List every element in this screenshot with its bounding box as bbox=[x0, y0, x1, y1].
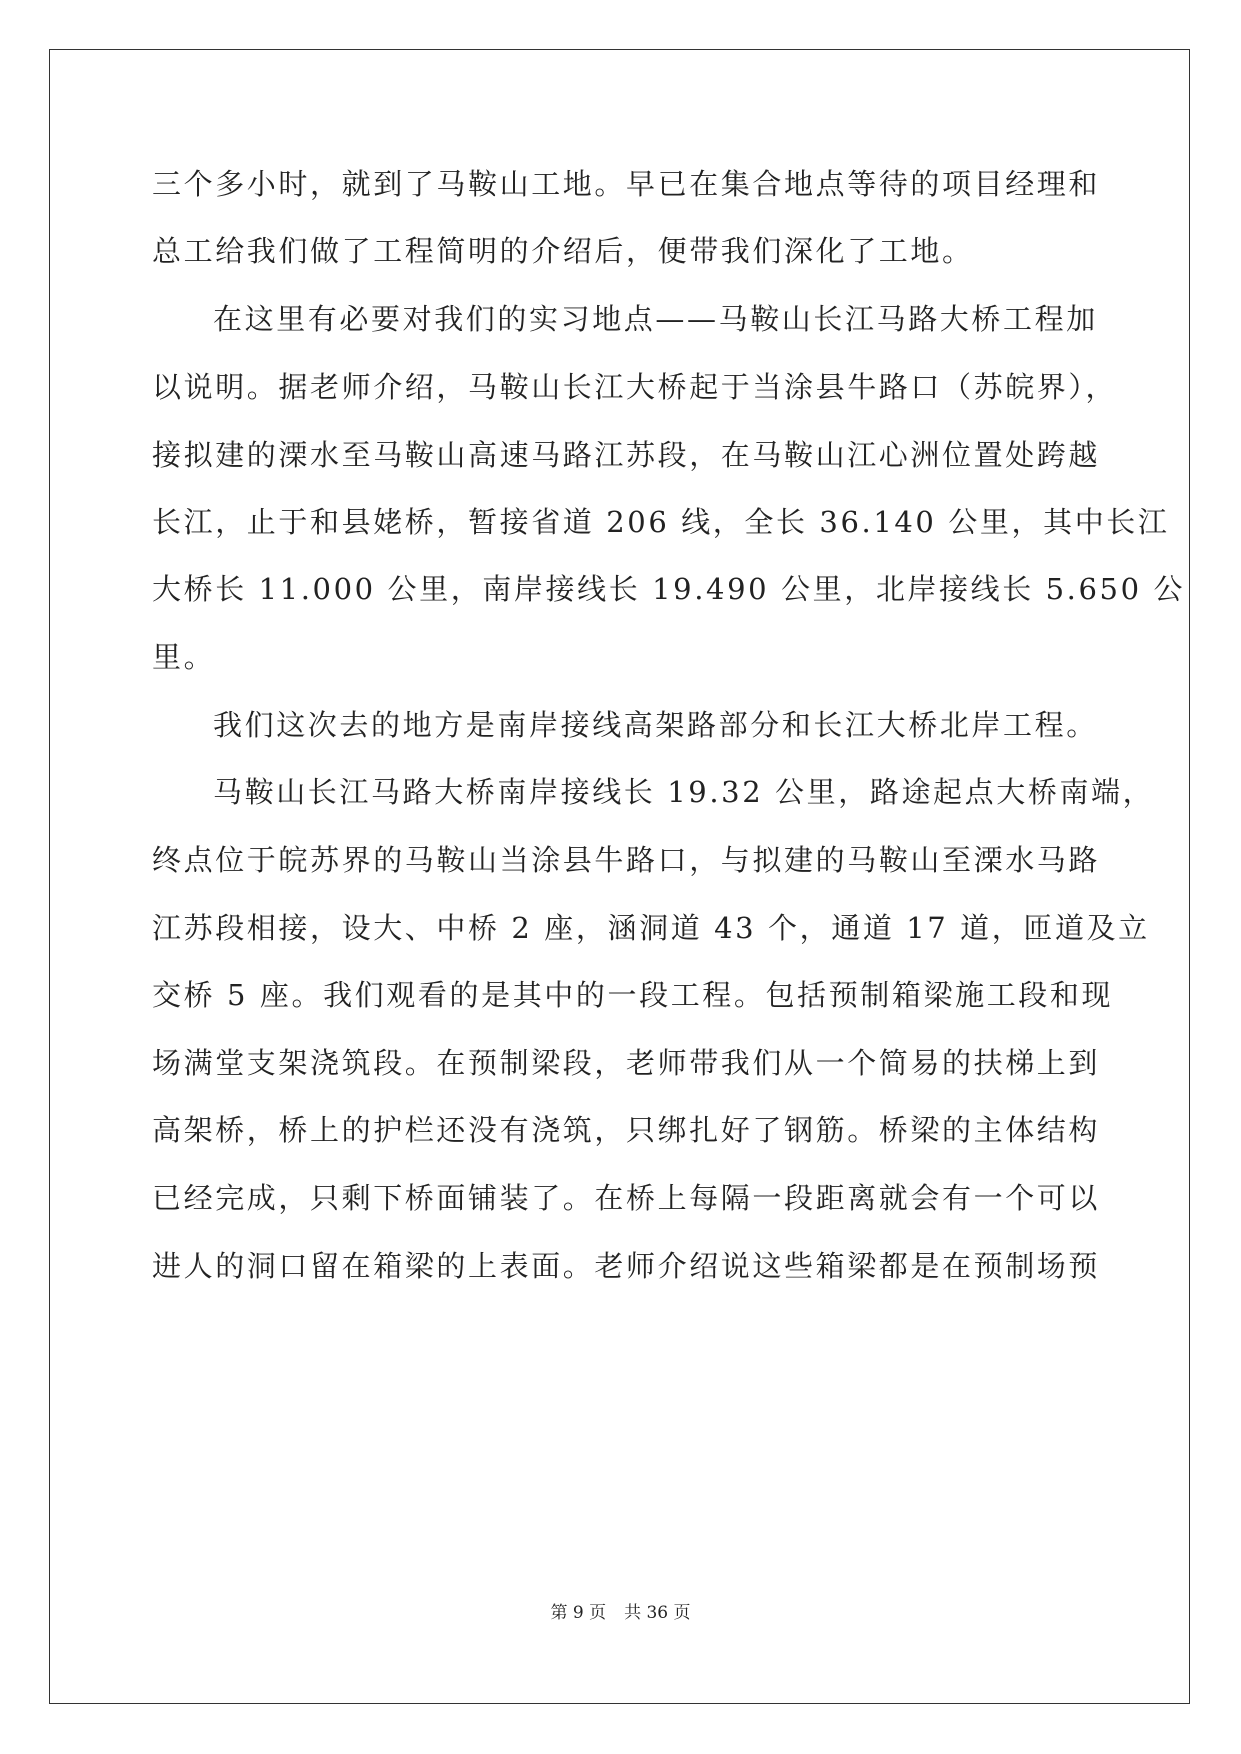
page-footer bbox=[0, 1598, 1241, 1623]
paragraph-start-line: 我们这次去的地方是南岸接线高架路部分和长江大桥北岸工程。 bbox=[213, 708, 1098, 742]
text-line: 接拟建的溧水至马鞍山高速马路江苏段，在马鞍山江心洲位置处跨越 bbox=[152, 438, 1101, 472]
page-number: 第 9 页 bbox=[550, 1603, 607, 1623]
text-line: 场满堂支架浇筑段。在预制梁段，老师带我们从一个简易的扶梯上到 bbox=[152, 1046, 1101, 1080]
text-line: 进人的洞口留在箱梁的上表面。老师介绍说这些箱梁都是在预制场预 bbox=[152, 1249, 1101, 1283]
text-line: 里。 bbox=[152, 640, 216, 674]
text-line: 江苏段相接，设大、中桥 2 座，涵洞道 43 个，通道 17 道，匝道及立 bbox=[152, 911, 1150, 945]
paragraph-start-line: 马鞍山长江马路大桥南岸接线长 19.32 公里，路途起点大桥南端， bbox=[213, 775, 1155, 809]
paragraph-start-line: 在这里有必要对我们的实习地点——马鞍山长江马路大桥工程加 bbox=[213, 302, 1098, 336]
text-line: 以说明。据老师介绍，马鞍山长江大桥起于当涂县牛路口（苏皖界）， bbox=[152, 370, 1118, 404]
text-line: 总工给我们做了工程简明的介绍后，便带我们深化了工地。 bbox=[152, 234, 974, 268]
text-line: 三个多小时，就到了马鞍山工地。早已在集合地点等待的项目经理和 bbox=[152, 167, 1101, 201]
text-line: 已经完成，只剩下桥面铺装了。在桥上每隔一段距离就会有一个可以 bbox=[152, 1181, 1101, 1215]
text-line: 交桥 5 座。我们观看的是其中的一段工程。包括预制箱梁施工段和现 bbox=[152, 978, 1114, 1012]
text-line: 终点位于皖苏界的马鞍山当涂县牛路口，与拟建的马鞍山至溧水马路 bbox=[152, 843, 1101, 877]
text-line: 高架桥，桥上的护栏还没有浇筑，只绑扎好了钢筋。桥梁的主体结构 bbox=[152, 1113, 1101, 1147]
page-total: 共 36 页 bbox=[624, 1603, 691, 1623]
text-line: 大桥长 11.000 公里，南岸接线长 19.490 公里，北岸接线长 5.650 公 bbox=[152, 572, 1186, 606]
text-line: 长江，止于和县姥桥，暂接省道 206 线，全长 36.140 公里，其中长江 bbox=[152, 505, 1170, 539]
